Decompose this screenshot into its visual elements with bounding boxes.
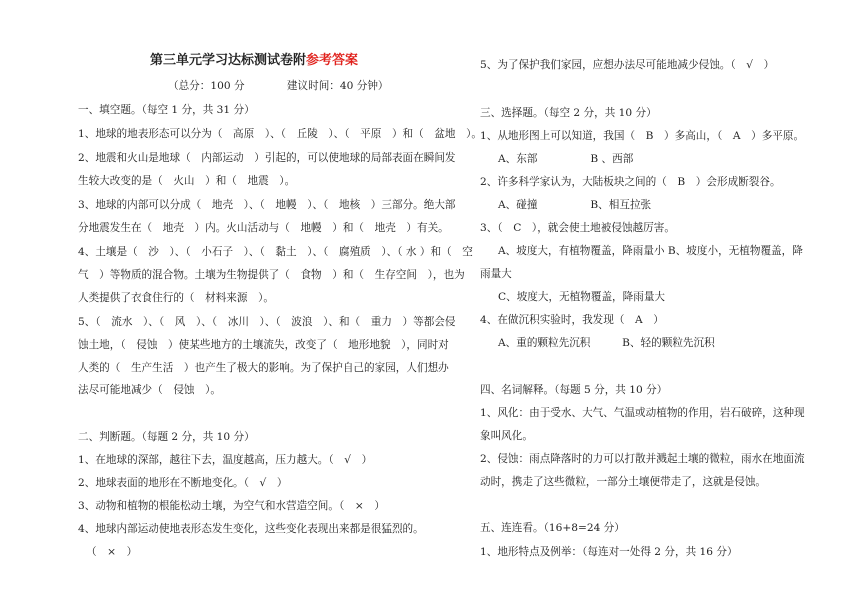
text-line: 5、（ 流水 ）、（ 风 ）、（ 冰川 ）、（ 波浪 ）、和（ 重力 ）等都会侵	[78, 316, 456, 328]
text-line: 象叫风化。	[480, 430, 533, 442]
text-line: 2、许多科学家认为，大陆板块之间的（ B ）会形成断裂谷。	[480, 176, 781, 188]
text-line: （ × ）	[86, 546, 138, 558]
text-line: 3、地球的内部可以分成（ 地壳 ）、（ 地幔 ）、（ 地核 ）三部分。绝大部	[78, 199, 456, 211]
title-answer-key: 参考答案	[306, 53, 359, 68]
text-line: 分地震发生在（ 地壳 ）内。火山活动与（ 地幔 ）和（ 地壳 ）有关。	[78, 222, 449, 234]
text-line: 4、土壤是（ 沙 ）、（ 小石子 ）、（ 黏土 ）、（ 腐殖质 ）、（ 水 ）和（ 空	[78, 246, 473, 258]
text-line: 1、在地球的深部，越往下去，温度越高，压力越大。（ √ ）	[78, 454, 373, 466]
text-line: 1、地形特点及例举：（每连对一处得 2 分，共 16 分）	[480, 546, 738, 558]
score-time-info: （总分：100 分 建议时间：40 分钟）	[168, 80, 389, 92]
text-line: 2、侵蚀：雨点降落时的力可以打散并溅起土壤的微粒，雨水在地面流	[480, 453, 805, 465]
section-true-false-heading: 二、判断题。（每题 2 分，共 10 分）	[78, 431, 255, 443]
section-definition-heading: 四、名词解释。（每题 5 分，共 10 分）	[480, 384, 668, 396]
option-line: 雨量大	[480, 268, 512, 280]
text-line: 2、地球表面的地形在不断地变化。（ √ ）	[78, 477, 288, 489]
section-fill-blank-heading: 一、填空题。（每空 1 分，共 31 分）	[78, 104, 255, 116]
text-line: 人类的（ 生产生活 ）也产生了极大的影响。为了保护自己的家园，人们想办	[78, 362, 449, 374]
text-line: 人类提供了衣食住行的（ 材料来源 ）。	[78, 292, 274, 304]
text-line: 生较大改变的是（ 火山 ）和（ 地震 ）。	[78, 175, 296, 187]
text-line: 1、地球的地表形态可以分为（ 高原 ）、（ 丘陵 ）、（ 平原 ）和（ 盆地 ）。	[78, 128, 482, 140]
text-line: 1、从地形图上可以知道，我国（ B ）多高山，（ A ）多平原。	[480, 130, 805, 142]
text-line: 蚀土地，（ 侵蚀 ）使某些地方的土壤流失，改变了（ 地形地貌 ），同时对	[78, 339, 449, 351]
title-main: 第三单元学习达标测试卷附	[150, 53, 307, 68]
option-line: A、东部 B 、西部	[498, 153, 634, 165]
text-line: 气 ）等物质的混合物。土壤为生物提供了（ 食物 ）和（ 生存空间 ），也为	[78, 269, 465, 281]
text-line: 4、地球内部运动使地表形态发生变化，这些变化表现出来都是很猛烈的。	[78, 523, 424, 535]
option-line: C、坡度大，无植物覆盖，降雨量大	[498, 291, 666, 303]
text-line: 1、风化：由于受水、大气、气温或动植物的作用，岩石破碎，这种现	[480, 407, 805, 419]
option-line: A、重的颗粒先沉积 B、轻的颗粒先沉积	[498, 337, 715, 349]
text-line: 2、地震和火山是地球（ 内部运动 ）引起的，可以使地球的局部表面在瞬间发	[78, 152, 456, 164]
text-line: 3、（ C ），就会使土地被侵蚀越厉害。	[480, 222, 675, 234]
option-line: A、碰撞 B、相互拉张	[498, 199, 652, 211]
text-line: 4、在做沉积实验时，我发现（ A ）	[480, 314, 664, 326]
section-matching-heading: 五、连连看。（16+8=24 分）	[480, 522, 625, 534]
page-title	[150, 54, 358, 68]
section-choice-heading: 三、选择题。（每空 2 分，共 10 分）	[480, 107, 657, 119]
text-line: 5、为了保护我们家园，应想办法尽可能地减少侵蚀。（ √ ）	[480, 59, 775, 71]
text-line: 3、动物和植物的根能松动土壤，为空气和水营造空间。（ × ）	[78, 500, 385, 512]
text-line: 动时，携走了这些微粒，一部分土壤便带走了，这就是侵蚀。	[480, 476, 767, 488]
text-line: 法尽可能地减少（ 侵蚀 ）。	[78, 384, 222, 396]
option-line: A、坡度大，有植物覆盖，降雨量小 B、坡度小，无植物覆盖，降	[498, 245, 803, 257]
